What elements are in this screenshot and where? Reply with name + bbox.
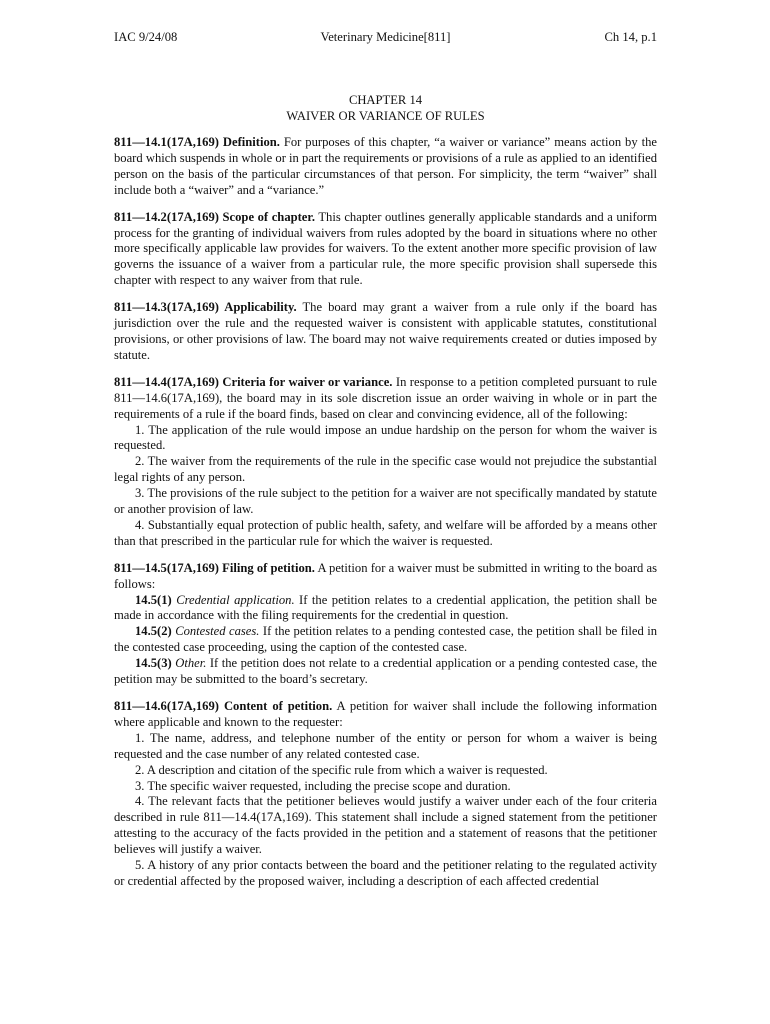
rule-heading: 811—14.3(17A,169) Applicability. — [114, 300, 297, 315]
subrule-body: If the petition relates to a pending contested case, the petition shall be filed in the contested case proceeding, using the caption of the contested case. — [114, 624, 657, 655]
list-item: 4. Substantially equal protection of public health, safety, and welfare will be afforded by a means other than that prescribed in the particular rule for which the waiver is requested. — [114, 517, 657, 548]
rule-heading: 811—14.2(17A,169) Scope of chapter. — [114, 209, 315, 224]
rule-14-2 — [114, 210, 657, 290]
header-page-number: Ch 14, p.1 — [604, 30, 657, 44]
rule-body: A petition for a waiver must be submitted in writing to the board as follows: — [114, 560, 657, 591]
subrule-body: If the petition relates to a credential application, the petition shall be made in accordance with the filing requirements for the credential in question. — [114, 592, 657, 623]
subrule-number: 14.5(2) — [135, 624, 172, 639]
rule-heading: 811—14.1(17A,169) Definition. — [114, 135, 280, 149]
subrule-14-5-2 — [114, 624, 657, 656]
header-title: Veterinary Medicine[811] — [320, 30, 451, 44]
rule-heading: 811—14.5(17A,169) Filing of petition. — [114, 560, 315, 575]
rule-body: For purposes of this chapter, “a waiver or variance” means action by the board which suspends in whole or in part the requirements or provisions of a rule as applied to an identified person on the basis of the particular circumstances of that person. For simplicity, the term “waiver” shall include both a “waiver” and a “variance.” — [114, 135, 657, 197]
list-item: 1. The application of the rule would impose an undue hardship on the person for whom the waiver is requested. — [114, 422, 657, 453]
list-item: 2. The waiver from the requirements of the rule in the specific case would not prejudice the substantial legal rights of any person. — [114, 454, 657, 485]
subrule-title: Other. — [175, 656, 207, 671]
rule-14-1 — [114, 135, 657, 199]
rule-14-4 — [114, 375, 657, 550]
header-date: IAC 9/24/08 — [114, 30, 178, 44]
chapter-heading — [114, 92, 657, 124]
rule-heading: 811—14.4(17A,169) Criteria for waiver or variance. — [114, 374, 393, 389]
list-item: 3. The provisions of the rule subject to the petition for a waiver are not specifically mandated by statute or another provision of law. — [114, 486, 657, 517]
subrule-number: 14.5(3) — [135, 656, 172, 671]
rule-14-3 — [114, 300, 657, 364]
document-page — [114, 30, 657, 901]
rule-intro — [114, 375, 657, 423]
rule-14-5 — [114, 561, 657, 688]
list-item: 1. The name, address, and telephone number of the entity or person for whom a waiver is being requested and the case number of any related contested case. — [114, 730, 657, 761]
subrule-title: Contested cases. — [175, 624, 260, 639]
subrule-number: 14.5(1) — [135, 592, 172, 607]
list-item: 2. A description and citation of the specific rule from which a waiver is requested. — [135, 762, 548, 777]
subrule-14-5-1 — [114, 593, 657, 625]
list-item: 5. A history of any prior contacts between the board and the petitioner relating to the regulated activity or credential affected by the proposed waiver, including a description of each affected credential — [114, 858, 657, 888]
rule-14-6 — [114, 699, 657, 890]
subrule-14-5-3 — [114, 656, 657, 688]
list-item: 3. The specific waiver requested, including the precise scope and duration. — [135, 778, 511, 793]
subrule-body: If the petition does not relate to a credential application or a pending contested case, the petition may be submitted to the board’s secretary. — [114, 656, 657, 687]
chapter-number: CHAPTER 14 — [348, 93, 423, 107]
subrule-title: Credential application. — [176, 592, 295, 607]
rule-intro — [114, 561, 657, 593]
rule-body: The board may grant a waiver from a rule only if the board has jurisdiction over the rule and the requested waiver is consistent with applicable statutes, constitutional provisions, or other provisions of law. The board may not waive requirements created or duties imposed by statute. — [114, 300, 657, 362]
rule-intro — [114, 699, 657, 731]
rule-body: A petition for waiver shall include the following information where applicable and known to the requester: — [114, 699, 657, 729]
rule-body: This chapter outlines generally applicable standards and a uniform process for the granting of individual waivers from rules adopted by the board in situations where no other more specifically applicable law provides for waivers. To the extent another more specific provision of law governs the issuance of a waiver from a particular rule, the more specific provision shall supersede this chapter with respect to any waiver from that rule. — [114, 209, 657, 288]
running-header — [114, 30, 657, 46]
list-item: 4. The relevant facts that the petitioner believes would justify a waiver under each of the four criteria described in rule 811—14.4(17A,169). This statement shall include a signed statement from the petitioner attesting to the accuracy of the facts provided in the petition and a statement of reasons that the petitioner believes will justify a waiver. — [114, 794, 657, 857]
chapter-title: WAIVER OR VARIANCE OF RULES — [286, 109, 485, 123]
rule-heading: 811—14.6(17A,169) Content of petition. — [114, 699, 333, 713]
rule-body: In response to a petition completed pursuant to rule 811—14.6(17A,169), the board may in its sole discretion issue an order waiving in whole or in part the requirements of a rule if the board finds, based on clear and convincing evidence, all of the following: — [114, 374, 657, 421]
